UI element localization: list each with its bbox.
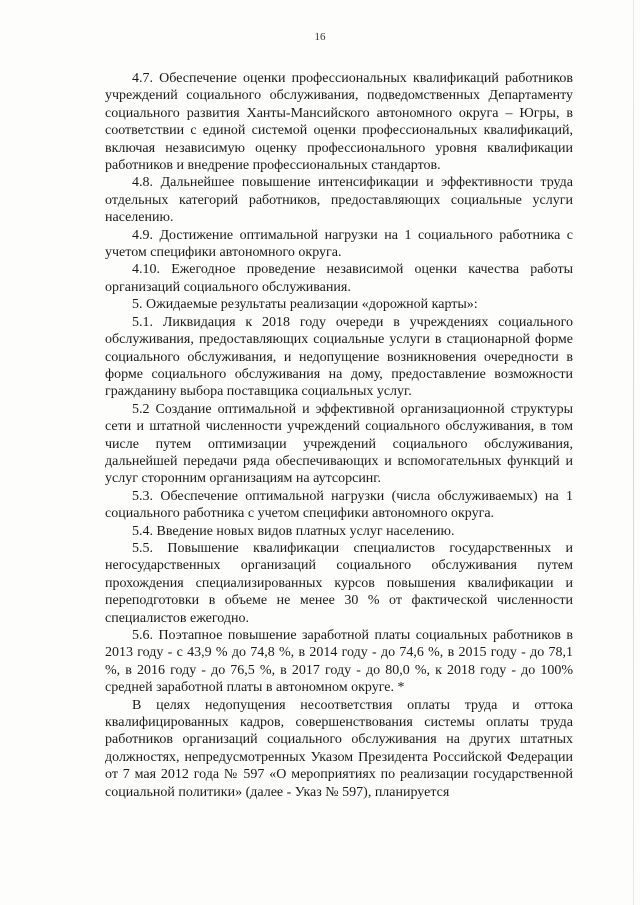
paragraph-5-2: 5.2 Создание оптимальной и эффективной организационной структуры сети и штатной численности учреждений социального обслуживания, в том числе путем оптимизации учреждений социального обслуживания, дальнейшей передачи ряда обеспечивающих и вспомогательных функций и услуг сторонним организациям на аутсорсинг.: [105, 401, 573, 487]
paragraph-4-7: 4.7. Обеспечение оценки профессиональных квалификаций работников учреждений социального обслуживания, подведомственных Департаменту социального развития Ханты-Мансийского автономного округа – Югры, в соответствии с единой системой оценки профессиональных квалификаций, включая независимую оценку профессионального уровня квалификации работников и внедрение профессиональных стандартов.: [105, 71, 573, 174]
paragraph-continuation: В целях недопущения несоответствия оплаты труда и оттока квалифицированных кадров, совершенствования системы оплаты труда работников организаций социального обслуживания на других штатных должностях, непредусмотренных Указом Президента Российской Федерации от 7 мая 2012 года № 597 «О мероприятиях по реализации государственной социальной политики» (далее - Указ № 597), планируется: [105, 697, 573, 800]
paragraph-5-4: 5.4. Введение новых видов платных услуг населению.: [132, 523, 455, 539]
section-5-heading: 5. Ожидаемые результаты реализации «дорожной карты»:: [132, 297, 478, 313]
scan-edge-line: [633, 0, 634, 905]
document-body: [105, 70, 573, 801]
paragraph-5-5: 5.5. Повышение квалификации специалистов государственных и негосударственных организаций социального обслуживания путем прохождения специализированных курсов повышения квалификации и переподготовки в объеме не менее 30 % от фактической численности специалистов ежегодно.: [105, 540, 573, 626]
page-number: 16: [314, 31, 326, 43]
paragraph-4-9: 4.9. Достижение оптимальной нагрузки на 1 социального работника с учетом специфики автономного округа.: [105, 227, 573, 261]
paragraph-5-6: 5.6. Поэтапное повышение заработной платы социальных работников в 2013 году - с 43,9 % до 74,8 %, в 2014 году - до 74,6 %, в 2015 году - до 78,1 %, в 2016 году - до 76,5 %, в 2017 году - до 80,0 %, к 2018 году - до 100% средней заработной платы в автономном округе. *: [105, 628, 573, 696]
paragraph-5-1: 5.1. Ликвидация к 2018 году очереди в учреждениях социального обслуживания, предоставляющих социальные услуги в стационарной форме социального обслуживания, и недопущение возникновения очередности в форме социального обслуживания на дому, предоставление возможности гражданину выбора поставщика социальных услуг.: [105, 314, 573, 400]
paragraph-5-3: 5.3. Обеспечение оптимальной нагрузки (числа обслуживаемых) на 1 социального работника с учетом специфики автономного округа.: [105, 488, 573, 522]
paragraph-4-10: 4.10. Ежегодное проведение независимой оценки качества работы организаций социального обслуживания.: [105, 262, 573, 295]
paragraph-4-8: 4.8. Дальнейшее повышение интенсификации и эффективности труда отдельных категорий работников, предоставляющих социальные услуги населению.: [105, 175, 573, 226]
